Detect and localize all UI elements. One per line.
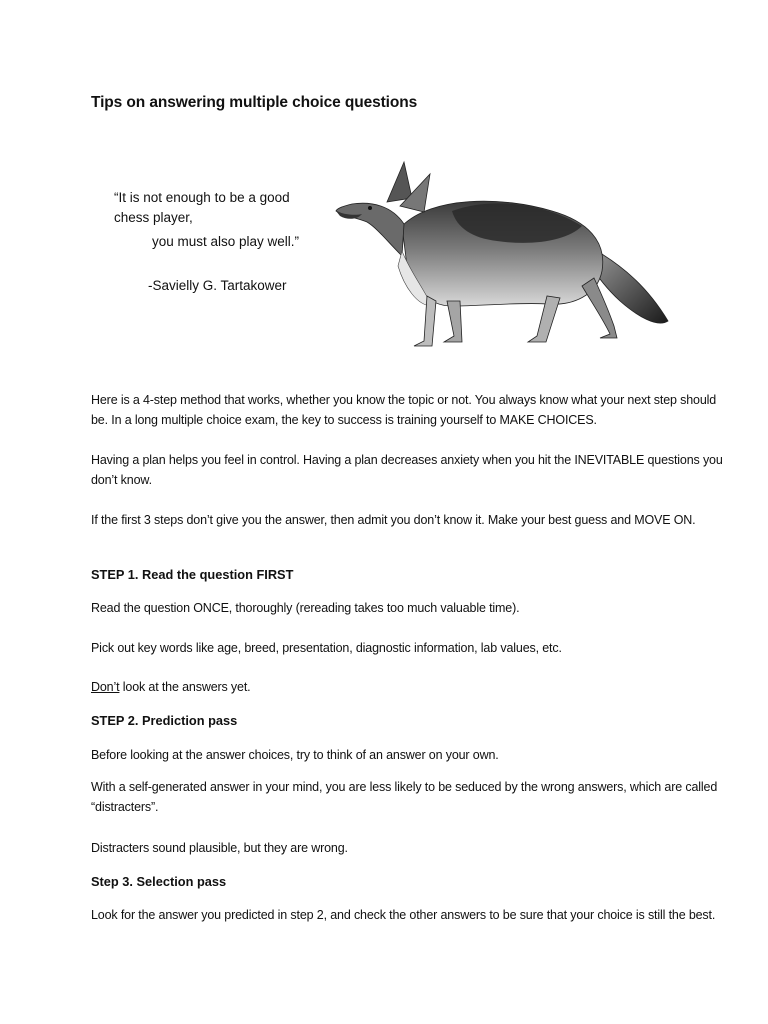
step1-paragraph-2: Pick out key words like age, breed, presentation, diagnostic information, lab values, etc. [91, 641, 562, 655]
step1-paragraph-3 [91, 677, 731, 697]
quote-line-2: you must also play well.” [152, 234, 300, 249]
step2-paragraph-2: With a self-generated answer in your mind, you are less likely to be seduced by the wrong answers, which are called “distracters”. [91, 780, 718, 814]
paragraph-intro: Here is a 4-step method that works, whether you know the topic or not. You always know what your next step should be. In a long multiple choice exam, the key to success is training yourself to MAKE CHOICES. [91, 393, 717, 427]
step2-heading: STEP 2. Prediction pass [91, 713, 238, 728]
step1-paragraph-3-rest: look at the answers yet. [119, 680, 251, 694]
quote-line-1: “It is not enough to be a good chess player, [114, 190, 290, 225]
step1-paragraph-1: Read the question ONCE, thoroughly (rereading takes too much valuable time). [91, 601, 520, 615]
step3-paragraph-1: Look for the answer you predicted in step 2, and check the other answers to be sure that your choice is still the best. [91, 908, 716, 922]
step1-emphasis: Don’t [91, 680, 120, 694]
paragraph-plan: Having a plan helps you feel in control. Having a plan decreases anxiety when you hit the INEVITABLE questions you don’t know. [91, 453, 723, 487]
page-title: Tips on answering multiple choice questions [91, 94, 418, 111]
step2-paragraph-3: Distracters sound plausible, but they are wrong. [91, 841, 348, 855]
paragraph-admit: If the first 3 steps don’t give you the answer, then admit you don’t know it. Make your best guess and MOVE ON. [91, 513, 696, 527]
step1-heading: STEP 1. Read the question FIRST [91, 567, 294, 582]
fox-illustration-icon [332, 156, 672, 356]
step2-paragraph-1: Before looking at the answer choices, try to think of an answer on your own. [91, 748, 499, 762]
step3-heading: Step 3. Selection pass [91, 874, 227, 889]
quote-attribution: -Savielly G. Tartakower [148, 278, 287, 293]
